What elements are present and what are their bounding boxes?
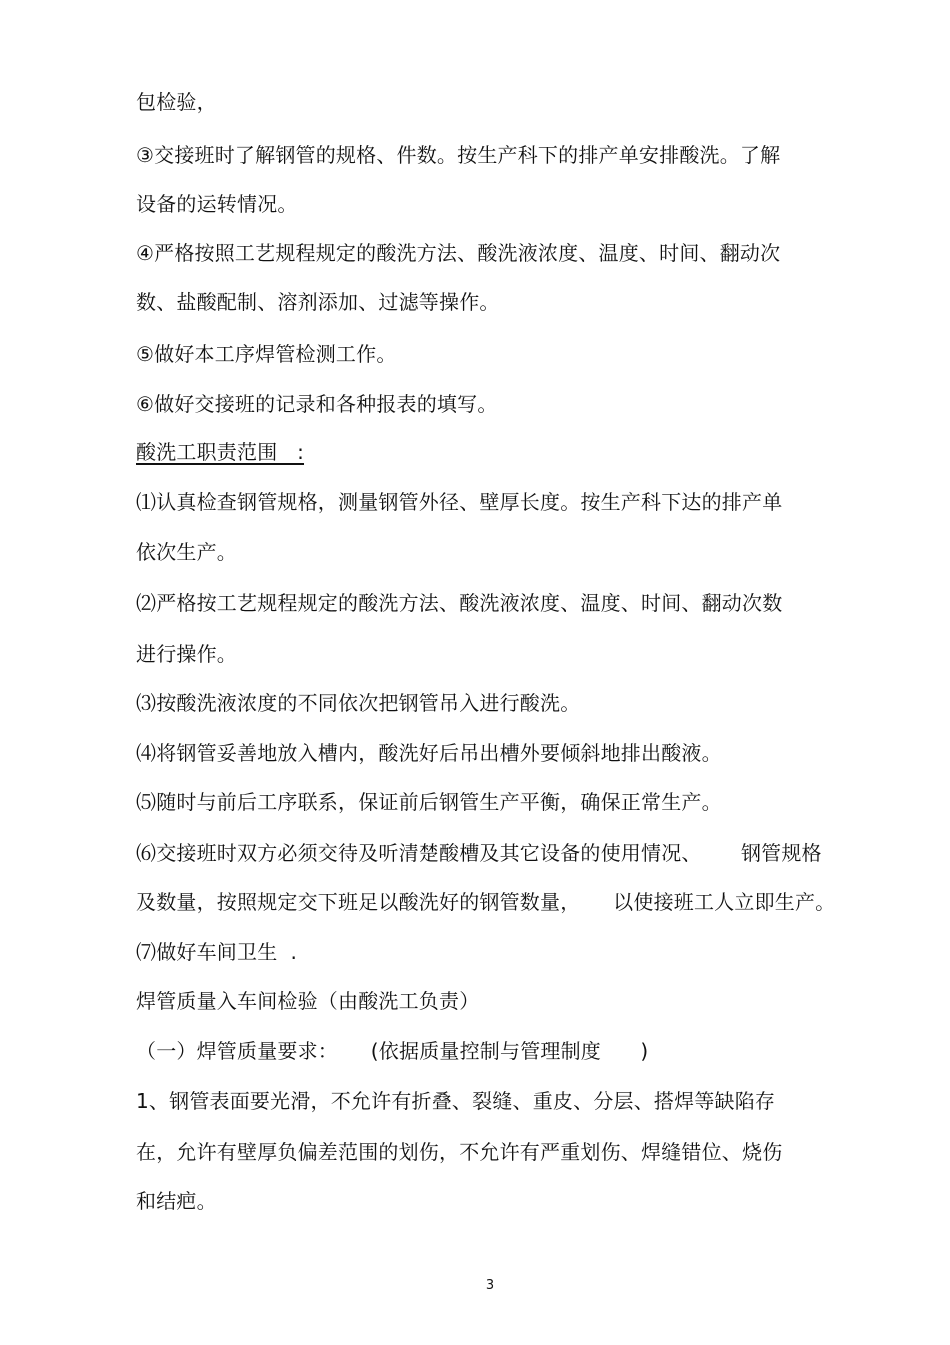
text-line: 在，允许有壁厚负偏差范围的划伤，不允许有严重划伤、焊缝错位、烧伤 (136, 1140, 783, 1164)
page-number: 3 (485, 1278, 495, 1293)
text-line: 进行操作。 (136, 642, 237, 666)
text-line: 1、钢管表面要光滑，不允许有折叠、裂缝、重皮、分层、搭焊等缺陷存 (136, 1089, 776, 1113)
text-line: ⑵严格按工艺规程规定的酸洗方法、酸洗液浓度、温度、时间、翻动次数 (136, 591, 783, 615)
section-heading: 焊管质量入车间检验（由酸洗工负责） (136, 989, 480, 1013)
text-line: ⑴认真检查钢管规格，测量钢管外径、壁厚长度。按生产科下达的排产单 (136, 490, 783, 514)
subsection-heading: （一）焊管质量要求： (依据质量控制与管理制度 ) (136, 1039, 649, 1063)
text-line: ⑥做好交接班的记录和各种报表的填写。 (136, 392, 498, 416)
text-line: 数、盐酸配制、溶剂添加、过滤等操作。 (136, 290, 500, 314)
text-line: ⑹交接班时双方必须交待及听清楚酸槽及其它设备的使用情况、 钢管规格 (136, 841, 822, 865)
text-line: ④严格按照工艺规程规定的酸洗方法、酸洗液浓度、温度、时间、翻动次 (136, 241, 781, 265)
text-line: ⑺做好车间卫生 . (136, 940, 298, 964)
text-line: 设备的运转情况。 (136, 192, 298, 216)
text-line: 及数量，按照规定交下班足以酸洗好的钢管数量， 以使接班工人立即生产。 (136, 890, 836, 914)
text-line: 和结疤。 (136, 1189, 217, 1213)
section-heading: 酸洗工职责范围 : (136, 440, 305, 464)
text-line: ③交接班时了解钢管的规格、件数。按生产科下的排产单安排酸洗。了解 (136, 143, 781, 167)
text-line: 包检验， (136, 90, 217, 114)
text-line: ⑶按酸洗液浓度的不同依次把钢管吊入进行酸洗。 (136, 691, 581, 715)
text-line: ⑷将钢管妥善地放入槽内，酸洗好后吊出槽外要倾斜地排出酸液。 (136, 741, 722, 765)
text-line: ⑸随时与前后工序联系，保证前后钢管生产平衡，确保正常生产。 (136, 790, 722, 814)
text-line: ⑤做好本工序焊管检测工作。 (136, 342, 397, 366)
text-line: 依次生产。 (136, 540, 237, 564)
